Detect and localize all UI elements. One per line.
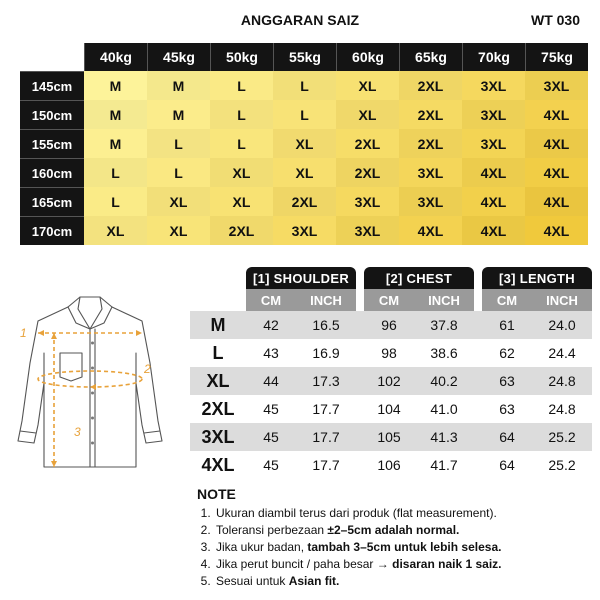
- measurement-value: 38.6: [414, 339, 474, 367]
- measurement-value: 63: [482, 395, 532, 423]
- measurement-value: 16.9: [296, 339, 356, 367]
- measurement-value: 42: [246, 311, 296, 339]
- measurement-value: 25.2: [532, 451, 592, 479]
- size-cell: XL: [210, 158, 273, 187]
- measurement-value: 41.7: [414, 451, 474, 479]
- size-cell: 3XL: [525, 71, 588, 100]
- size-cell: 3XL: [273, 216, 336, 245]
- size-label: 4XL: [190, 451, 246, 479]
- gap: [474, 267, 482, 289]
- size-cell: XL: [210, 187, 273, 216]
- table-row: [190, 339, 592, 367]
- measurement-value: 24.0: [532, 311, 592, 339]
- size-cell: M: [147, 100, 210, 129]
- size-cell: 3XL: [399, 158, 462, 187]
- size-cell: L: [210, 129, 273, 158]
- gap: [474, 311, 482, 339]
- measurement-value: 64: [482, 423, 532, 451]
- table-row: [20, 158, 588, 187]
- note-item: [214, 522, 502, 539]
- measurement-value: 17.7: [296, 395, 356, 423]
- measurement-value: 25.2: [532, 423, 592, 451]
- product-code: WT 030: [530, 12, 580, 28]
- size-cell: L: [84, 158, 147, 187]
- unit-header: CM: [364, 289, 414, 311]
- size-cell: 3XL: [399, 187, 462, 216]
- size-cell: L: [273, 71, 336, 100]
- measurement-value: 41.0: [414, 395, 474, 423]
- measurement-value: 106: [364, 451, 414, 479]
- gap: [356, 395, 364, 423]
- size-cell: 4XL: [462, 216, 525, 245]
- note-emphasis: ±2–5cm adalah normal.: [327, 523, 460, 537]
- measurement-value: 62: [482, 339, 532, 367]
- note-text: Jika ukur badan,: [216, 540, 308, 554]
- gap: [356, 423, 364, 451]
- notes-section: [197, 486, 502, 590]
- measurement-value: 41.3: [414, 423, 474, 451]
- height-header: 155cm: [20, 129, 84, 158]
- note-item: [214, 556, 502, 573]
- size-cell: 2XL: [336, 129, 399, 158]
- size-cell: 3XL: [336, 187, 399, 216]
- measurement-group-header: [3] LENGTH: [482, 267, 592, 289]
- empty-cell: [190, 289, 246, 311]
- table-row: [20, 216, 588, 245]
- measurement-value: 45: [246, 395, 296, 423]
- height-header: 170cm: [20, 216, 84, 245]
- height-header: 165cm: [20, 187, 84, 216]
- gap: [356, 267, 364, 289]
- measurement-value: 17.3: [296, 367, 356, 395]
- table-row: [20, 71, 588, 100]
- unit-header: INCH: [296, 289, 356, 311]
- notes-list: [197, 505, 502, 590]
- measurement-value: 24.4: [532, 339, 592, 367]
- size-cell: 2XL: [399, 100, 462, 129]
- size-cell: XL: [147, 187, 210, 216]
- size-cell: M: [84, 71, 147, 100]
- diagram-label-3: 3: [74, 425, 81, 439]
- table-row: [20, 187, 588, 216]
- table-row: [190, 423, 592, 451]
- gap: [356, 289, 364, 311]
- notes-title: NOTE: [197, 486, 236, 502]
- measurement-value: 102: [364, 367, 414, 395]
- size-cell: 3XL: [462, 71, 525, 100]
- size-cell: 2XL: [336, 158, 399, 187]
- size-recommendation-table: [20, 43, 588, 245]
- measurement-value: 96: [364, 311, 414, 339]
- diagram-label-2: 2: [144, 362, 151, 376]
- measurement-value: 63: [482, 367, 532, 395]
- measurement-value: 104: [364, 395, 414, 423]
- size-cell: 2XL: [399, 129, 462, 158]
- measurement-group-header: [1] SHOULDER: [246, 267, 356, 289]
- measurement-value: 17.7: [296, 451, 356, 479]
- measurement-value: 24.8: [532, 367, 592, 395]
- size-cell: 2XL: [210, 216, 273, 245]
- size-cell: 4XL: [525, 158, 588, 187]
- size-label: 3XL: [190, 423, 246, 451]
- shirt-diagram: [8, 293, 178, 473]
- gap: [474, 395, 482, 423]
- weight-header: 65kg: [399, 43, 462, 71]
- size-cell: 4XL: [525, 187, 588, 216]
- size-cell: L: [147, 158, 210, 187]
- size-label: L: [190, 339, 246, 367]
- measurement-value: 16.5: [296, 311, 356, 339]
- size-cell: 3XL: [336, 216, 399, 245]
- measurement-value: 105: [364, 423, 414, 451]
- measurement-value: 37.8: [414, 311, 474, 339]
- unit-header: CM: [482, 289, 532, 311]
- size-cell: XL: [147, 216, 210, 245]
- note-text: Jika perut buncit / paha besar →: [216, 557, 393, 571]
- measurement-value: 45: [246, 423, 296, 451]
- table-row: [190, 367, 592, 395]
- gap: [474, 339, 482, 367]
- size-cell: L: [273, 100, 336, 129]
- gap: [356, 311, 364, 339]
- unit-header: CM: [246, 289, 296, 311]
- measurement-table: [190, 267, 592, 479]
- gap: [356, 339, 364, 367]
- size-cell: 2XL: [273, 187, 336, 216]
- size-cell: 4XL: [399, 216, 462, 245]
- measurement-value: 24.8: [532, 395, 592, 423]
- gap: [474, 367, 482, 395]
- note-emphasis: tambah 3–5cm untuk lebih selesa.: [307, 540, 502, 554]
- weight-header: 60kg: [336, 43, 399, 71]
- note-emphasis: disaran naik 1 saiz.: [392, 557, 502, 571]
- size-cell: 4XL: [525, 216, 588, 245]
- note-text: Toleransi perbezaan: [216, 523, 328, 537]
- weight-header: 40kg: [84, 43, 147, 71]
- measurement-value: 45: [246, 451, 296, 479]
- height-header: 145cm: [20, 71, 84, 100]
- size-cell: 4XL: [525, 100, 588, 129]
- note-emphasis: Asian fit.: [288, 574, 340, 588]
- note-text: Sesuai untuk: [216, 574, 289, 588]
- gap: [474, 289, 482, 311]
- measurement-value: 64: [482, 451, 532, 479]
- size-cell: 3XL: [462, 100, 525, 129]
- table-row: [190, 311, 592, 339]
- weight-header: 70kg: [462, 43, 525, 71]
- size-label: XL: [190, 367, 246, 395]
- size-cell: M: [84, 129, 147, 158]
- table-row: [190, 451, 592, 479]
- height-header: 160cm: [20, 158, 84, 187]
- size-cell: 4XL: [462, 187, 525, 216]
- measurement-value: 44: [246, 367, 296, 395]
- size-cell: XL: [273, 158, 336, 187]
- size-cell: 3XL: [462, 129, 525, 158]
- size-cell: M: [84, 100, 147, 129]
- gap: [474, 451, 482, 479]
- unit-header: INCH: [532, 289, 592, 311]
- size-cell: 4XL: [525, 129, 588, 158]
- size-cell: 2XL: [399, 71, 462, 100]
- size-cell: XL: [336, 71, 399, 100]
- size-cell: 4XL: [462, 158, 525, 187]
- size-cell: L: [147, 129, 210, 158]
- measurement-value: 61: [482, 311, 532, 339]
- unit-header: INCH: [414, 289, 474, 311]
- weight-header: 45kg: [147, 43, 210, 71]
- measurement-value: 40.2: [414, 367, 474, 395]
- measurement-value: 17.7: [296, 423, 356, 451]
- gap: [356, 451, 364, 479]
- weight-header: 75kg: [525, 43, 588, 71]
- size-label: M: [190, 311, 246, 339]
- size-cell: M: [147, 71, 210, 100]
- size-label: 2XL: [190, 395, 246, 423]
- note-text: Ukuran diambil terus dari produk (flat measurement).: [216, 506, 497, 520]
- gap: [356, 367, 364, 395]
- size-cell: L: [210, 71, 273, 100]
- gap: [474, 423, 482, 451]
- height-header: 150cm: [20, 100, 84, 129]
- measurement-value: 98: [364, 339, 414, 367]
- empty-cell: [190, 267, 246, 289]
- size-cell: XL: [84, 216, 147, 245]
- note-item: [214, 539, 502, 556]
- table-corner: [20, 43, 84, 71]
- measurement-group-header: [2] CHEST: [364, 267, 474, 289]
- weight-header: 50kg: [210, 43, 273, 71]
- table-row: [20, 100, 588, 129]
- weight-header: 55kg: [273, 43, 336, 71]
- note-item: [214, 573, 502, 590]
- diagram-label-1: 1: [20, 326, 27, 340]
- table-row: [20, 129, 588, 158]
- size-cell: XL: [273, 129, 336, 158]
- note-item: [214, 505, 502, 522]
- size-cell: L: [210, 100, 273, 129]
- measurement-value: 43: [246, 339, 296, 367]
- page-title: ANGGARAN SAIZ: [240, 12, 360, 28]
- size-cell: L: [84, 187, 147, 216]
- size-cell: XL: [336, 100, 399, 129]
- table-row: [190, 395, 592, 423]
